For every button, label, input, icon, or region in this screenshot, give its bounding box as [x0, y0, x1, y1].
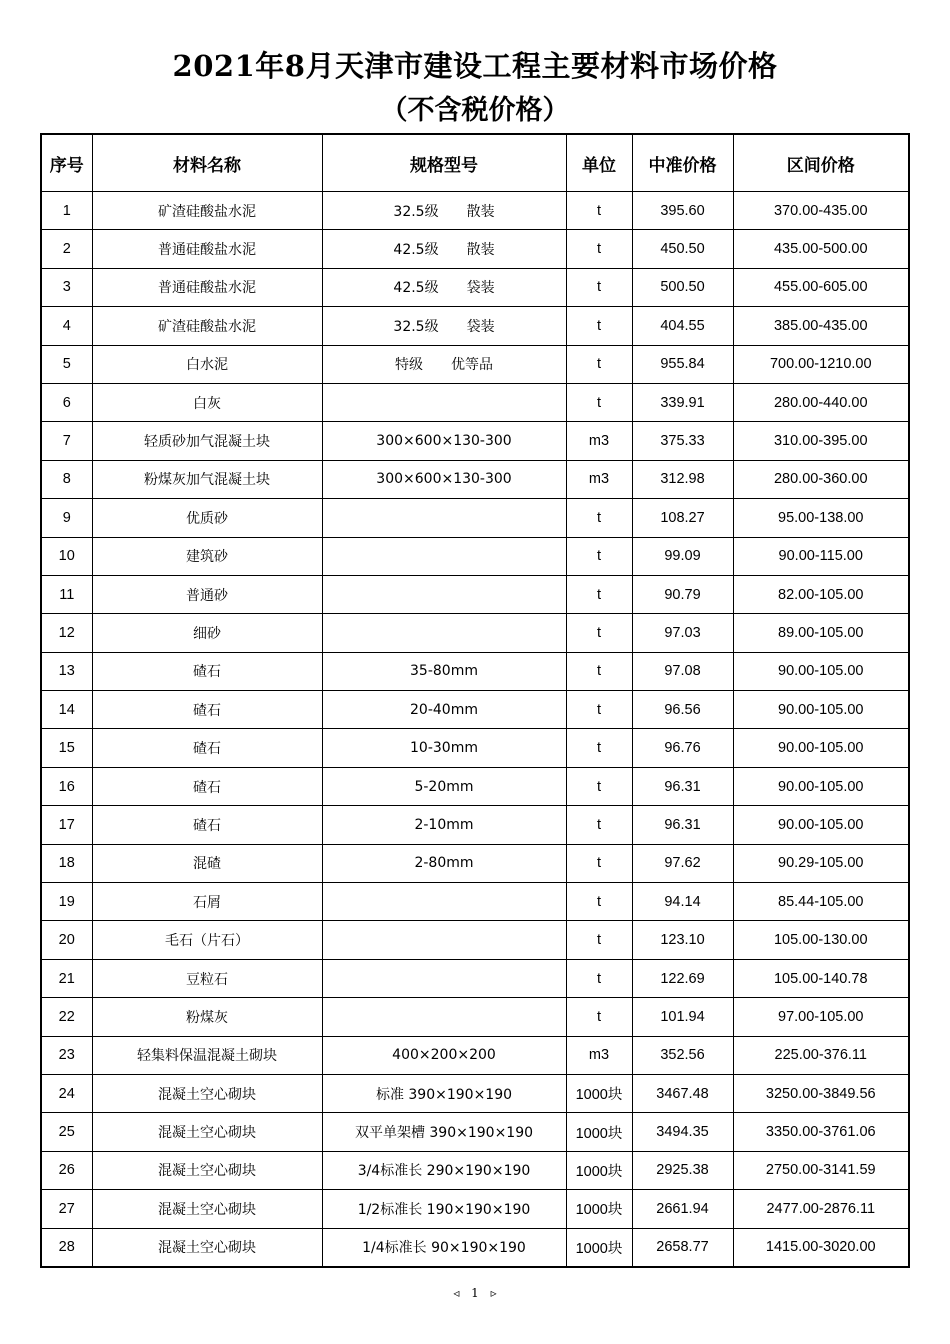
spec: 双平单架槽 390×190×190: [322, 1113, 566, 1151]
material-name: 碴石: [92, 691, 322, 729]
median-price: 90.79: [632, 575, 733, 613]
spec: 42.5级 散装: [322, 230, 566, 268]
unit: t: [566, 691, 632, 729]
median-price: 339.91: [632, 383, 733, 421]
material-name: 细砂: [92, 614, 322, 652]
row-index: 1: [41, 192, 92, 230]
unit: t: [566, 844, 632, 882]
median-price: 2658.77: [632, 1228, 733, 1267]
price-range: 700.00-1210.00: [733, 345, 909, 383]
row-index: 9: [41, 499, 92, 537]
unit: 1000块: [566, 1074, 632, 1112]
material-name: 粉煤灰加气混凝土块: [92, 460, 322, 498]
table-row: [41, 230, 909, 268]
table-row: [41, 422, 909, 460]
spec: 1/2标准长 190×190×190: [322, 1190, 566, 1228]
unit: m3: [566, 460, 632, 498]
row-index: 20: [41, 921, 92, 959]
median-price: 3467.48: [632, 1074, 733, 1112]
median-price: 404.55: [632, 307, 733, 345]
median-price: 375.33: [632, 422, 733, 460]
material-name: 矿渣硅酸盐水泥: [92, 192, 322, 230]
table-row: [41, 1151, 909, 1189]
table-row: [41, 959, 909, 997]
price-range: 85.44-105.00: [733, 883, 909, 921]
page-number: 1: [471, 1286, 479, 1300]
price-range: 385.00-435.00: [733, 307, 909, 345]
row-index: 28: [41, 1228, 92, 1267]
unit: t: [566, 383, 632, 421]
median-price: 99.09: [632, 537, 733, 575]
median-price: 450.50: [632, 230, 733, 268]
spec: [322, 921, 566, 959]
header-price-range: 区间价格: [733, 134, 909, 192]
table-row: [41, 1190, 909, 1228]
row-index: 22: [41, 998, 92, 1036]
median-price: 96.56: [632, 691, 733, 729]
page-title: 2021年8月天津市建设工程主要材料市场价格: [172, 49, 778, 83]
median-price: 97.62: [632, 844, 733, 882]
row-index: 5: [41, 345, 92, 383]
price-range: 97.00-105.00: [733, 998, 909, 1036]
unit: t: [566, 537, 632, 575]
spec: [322, 383, 566, 421]
median-price: 97.08: [632, 652, 733, 690]
unit: 1000块: [566, 1151, 632, 1189]
row-index: 21: [41, 959, 92, 997]
material-name: 混凝土空心砌块: [92, 1151, 322, 1189]
row-index: 12: [41, 614, 92, 652]
unit: 1000块: [566, 1190, 632, 1228]
spec: 32.5级 散装: [322, 192, 566, 230]
table-row: [41, 268, 909, 306]
price-range: 90.00-105.00: [733, 729, 909, 767]
row-index: 13: [41, 652, 92, 690]
median-price: 3494.35: [632, 1113, 733, 1151]
unit: t: [566, 959, 632, 997]
table-row: [41, 614, 909, 652]
header-material-name: 材料名称: [92, 134, 322, 192]
row-index: 17: [41, 806, 92, 844]
unit: 1000块: [566, 1228, 632, 1267]
unit: t: [566, 230, 632, 268]
material-name: 混凝土空心砌块: [92, 1228, 322, 1267]
table-row: [41, 767, 909, 805]
spec: 10-30mm: [322, 729, 566, 767]
price-range: 3250.00-3849.56: [733, 1074, 909, 1112]
price-range: 90.29-105.00: [733, 844, 909, 882]
spec: [322, 614, 566, 652]
page-footer: [0, 1286, 950, 1300]
spec: 400×200×200: [322, 1036, 566, 1074]
material-name: 白灰: [92, 383, 322, 421]
unit: m3: [566, 422, 632, 460]
unit: t: [566, 307, 632, 345]
header-median-price: 中准价格: [632, 134, 733, 192]
material-name: 石屑: [92, 883, 322, 921]
spec: 20-40mm: [322, 691, 566, 729]
material-name: 碴石: [92, 806, 322, 844]
table-body: [41, 192, 909, 1267]
spec: [322, 883, 566, 921]
row-index: 27: [41, 1190, 92, 1228]
spec: 1/4标准长 90×190×190: [322, 1228, 566, 1267]
unit: t: [566, 268, 632, 306]
row-index: 3: [41, 268, 92, 306]
row-index: 16: [41, 767, 92, 805]
material-name: 毛石（片石）: [92, 921, 322, 959]
table-row: [41, 691, 909, 729]
material-name: 混凝土空心砌块: [92, 1113, 322, 1151]
median-price: 96.31: [632, 806, 733, 844]
median-price: 94.14: [632, 883, 733, 921]
spec: 3/4标准长 290×190×190: [322, 1151, 566, 1189]
page-subtitle: （不含税价格）: [380, 95, 570, 126]
price-range: 105.00-130.00: [733, 921, 909, 959]
median-price: 500.50: [632, 268, 733, 306]
median-price: 122.69: [632, 959, 733, 997]
table-row: [41, 883, 909, 921]
row-index: 8: [41, 460, 92, 498]
unit: t: [566, 614, 632, 652]
spec: 标准 390×190×190: [322, 1074, 566, 1112]
unit: t: [566, 575, 632, 613]
unit: t: [566, 767, 632, 805]
table-row: [41, 307, 909, 345]
spec: 2-10mm: [322, 806, 566, 844]
spec: 5-20mm: [322, 767, 566, 805]
price-range: 3350.00-3761.06: [733, 1113, 909, 1151]
unit: t: [566, 192, 632, 230]
header-index: 序号: [41, 134, 92, 192]
spec: [322, 998, 566, 1036]
row-index: 18: [41, 844, 92, 882]
price-range: 90.00-105.00: [733, 652, 909, 690]
price-table: [40, 133, 910, 1268]
row-index: 14: [41, 691, 92, 729]
median-price: 101.94: [632, 998, 733, 1036]
spec: 300×600×130-300: [322, 422, 566, 460]
spec: 2-80mm: [322, 844, 566, 882]
header-unit: 单位: [566, 134, 632, 192]
row-index: 7: [41, 422, 92, 460]
material-name: 普通硅酸盐水泥: [92, 230, 322, 268]
spec: 32.5级 袋装: [322, 307, 566, 345]
price-range: 90.00-105.00: [733, 767, 909, 805]
median-price: 96.76: [632, 729, 733, 767]
price-range: 280.00-440.00: [733, 383, 909, 421]
spec: 特级 优等品: [322, 345, 566, 383]
table-header-row: [41, 134, 909, 192]
median-price: 352.56: [632, 1036, 733, 1074]
table-row: [41, 1036, 909, 1074]
material-name: 普通硅酸盐水泥: [92, 268, 322, 306]
spec: 42.5级 袋装: [322, 268, 566, 306]
material-name: 优质砂: [92, 499, 322, 537]
median-price: 395.60: [632, 192, 733, 230]
table-row: [41, 844, 909, 882]
price-range: 95.00-138.00: [733, 499, 909, 537]
price-range: 90.00-115.00: [733, 537, 909, 575]
material-name: 粉煤灰: [92, 998, 322, 1036]
header-spec: 规格型号: [322, 134, 566, 192]
price-range: 90.00-105.00: [733, 691, 909, 729]
unit: t: [566, 499, 632, 537]
unit: t: [566, 883, 632, 921]
median-price: 123.10: [632, 921, 733, 959]
median-price: 2661.94: [632, 1190, 733, 1228]
material-name: 碴石: [92, 767, 322, 805]
spec: [322, 575, 566, 613]
price-range: 89.00-105.00: [733, 614, 909, 652]
material-name: 轻质砂加气混凝土块: [92, 422, 322, 460]
price-range: 310.00-395.00: [733, 422, 909, 460]
unit: 1000块: [566, 1113, 632, 1151]
median-price: 108.27: [632, 499, 733, 537]
table-row: [41, 806, 909, 844]
row-index: 24: [41, 1074, 92, 1112]
material-name: 建筑砂: [92, 537, 322, 575]
material-name: 豆粒石: [92, 959, 322, 997]
median-price: 312.98: [632, 460, 733, 498]
row-index: 19: [41, 883, 92, 921]
row-index: 15: [41, 729, 92, 767]
material-name: 碴石: [92, 729, 322, 767]
row-index: 11: [41, 575, 92, 613]
price-range: 280.00-360.00: [733, 460, 909, 498]
spec: [322, 959, 566, 997]
unit: t: [566, 998, 632, 1036]
unit: t: [566, 921, 632, 959]
table-row: [41, 921, 909, 959]
material-name: 混凝土空心砌块: [92, 1190, 322, 1228]
material-name: 轻集料保温混凝土砌块: [92, 1036, 322, 1074]
price-range: 225.00-376.11: [733, 1036, 909, 1074]
material-name: 混凝土空心砌块: [92, 1074, 322, 1112]
table-row: [41, 652, 909, 690]
price-range: 1415.00-3020.00: [733, 1228, 909, 1267]
unit: t: [566, 652, 632, 690]
material-name: 碴石: [92, 652, 322, 690]
unit: m3: [566, 1036, 632, 1074]
spec: 300×600×130-300: [322, 460, 566, 498]
table-row: [41, 1113, 909, 1151]
next-page-icon[interactable]: ▹: [490, 1286, 497, 1300]
row-index: 4: [41, 307, 92, 345]
price-range: 90.00-105.00: [733, 806, 909, 844]
unit: t: [566, 806, 632, 844]
median-price: 97.03: [632, 614, 733, 652]
table-row: [41, 460, 909, 498]
table-row: [41, 499, 909, 537]
price-range: 2477.00-2876.11: [733, 1190, 909, 1228]
material-name: 白水泥: [92, 345, 322, 383]
price-range: 2750.00-3141.59: [733, 1151, 909, 1189]
price-range: 455.00-605.00: [733, 268, 909, 306]
spec: [322, 537, 566, 575]
row-index: 25: [41, 1113, 92, 1151]
table-row: [41, 383, 909, 421]
table-row: [41, 345, 909, 383]
row-index: 2: [41, 230, 92, 268]
material-name: 普通砂: [92, 575, 322, 613]
row-index: 10: [41, 537, 92, 575]
median-price: 955.84: [632, 345, 733, 383]
spec: 35-80mm: [322, 652, 566, 690]
row-index: 23: [41, 1036, 92, 1074]
table-row: [41, 729, 909, 767]
unit: t: [566, 345, 632, 383]
table-row: [41, 1074, 909, 1112]
price-range: 82.00-105.00: [733, 575, 909, 613]
median-price: 2925.38: [632, 1151, 733, 1189]
row-index: 6: [41, 383, 92, 421]
table-row: [41, 1228, 909, 1267]
median-price: 96.31: [632, 767, 733, 805]
spec: [322, 499, 566, 537]
table-row: [41, 575, 909, 613]
price-range: 370.00-435.00: [733, 192, 909, 230]
table-row: [41, 537, 909, 575]
table-row: [41, 192, 909, 230]
row-index: 26: [41, 1151, 92, 1189]
prev-page-icon[interactable]: ◃: [453, 1286, 460, 1300]
table-row: [41, 998, 909, 1036]
price-range: 105.00-140.78: [733, 959, 909, 997]
unit: t: [566, 729, 632, 767]
material-name: 矿渣硅酸盐水泥: [92, 307, 322, 345]
price-range: 435.00-500.00: [733, 230, 909, 268]
material-name: 混碴: [92, 844, 322, 882]
